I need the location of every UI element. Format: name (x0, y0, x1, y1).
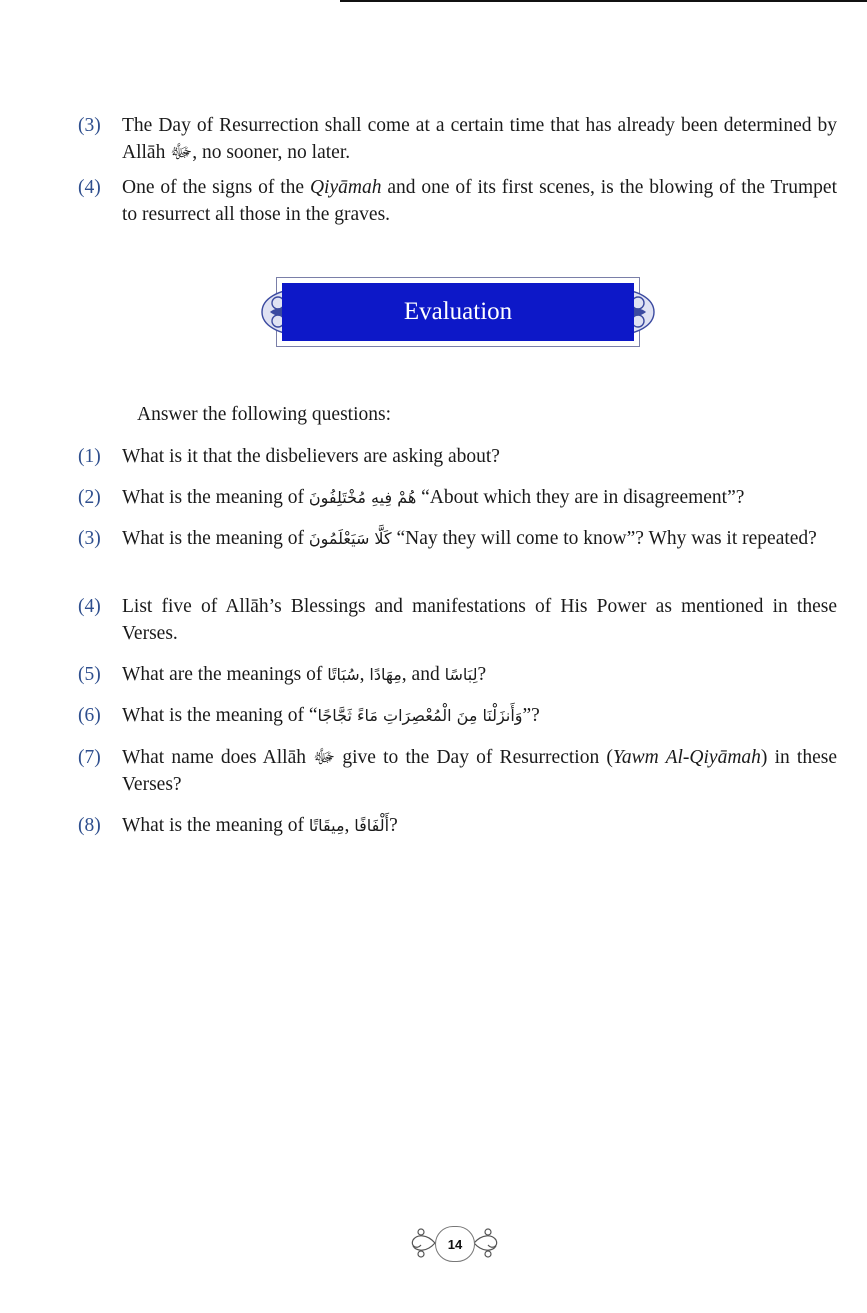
question-number: (4) (78, 596, 101, 617)
page-number: 14 (435, 1226, 475, 1262)
question-number: (3) (78, 528, 101, 549)
question-number: (5) (78, 664, 101, 685)
arabic-phrase: هُمْ فِيهِ مُخْتَلِفُونَ (308, 488, 417, 507)
question-6 (78, 702, 837, 729)
arabic-phrase: كَلَّا سَيَعْلَمُونَ (308, 529, 392, 548)
question-number: (2) (78, 487, 101, 508)
question-text: What name does Allāh ﷻ give to the Day of Resurrection (Yawm Al-Qiyāmah) in these Verses? (122, 747, 837, 795)
question-text: What is the meaning of كَلَّا سَيَعْلَمُونَ “Nay they will come to know”? Why was it repeated? (122, 528, 817, 549)
question-number: (8) (78, 815, 101, 836)
question-number: (1) (78, 446, 101, 467)
point-3 (78, 112, 837, 166)
arabic-phrase: وَأَنزَلْنَا مِنَ الْمُعْصِرَاتِ مَاءً ثَجَّاجًا (317, 706, 523, 725)
question-text: What is it that the disbelievers are asking about? (122, 446, 500, 467)
question-5 (78, 661, 837, 688)
question-number: (6) (78, 705, 101, 726)
question-1 (78, 443, 837, 470)
point-4 (78, 174, 837, 228)
banner-title: Evaluation (282, 283, 634, 341)
question-text: What are the meanings of سُبَاتًا, مِهَادًا, and لِبَاسًا? (122, 664, 487, 685)
question-text: List five of Allāh’s Blessings and manifestations of His Power as mentioned in these Verses. (122, 596, 837, 644)
point-text: The Day of Resurrection shall come at a certain time that has already been determined by Allāh ﷻ, no sooner, no later. (122, 115, 837, 163)
arabic-word: مِهَادًا (369, 665, 402, 684)
arabic-word: مِيقَاتًا (308, 816, 345, 835)
question-4 (78, 593, 837, 647)
page-footer (407, 1220, 502, 1266)
arabic-word: سُبَاتًا (327, 665, 360, 684)
point-number: (4) (78, 177, 101, 198)
point-number: (3) (78, 115, 101, 136)
point-text: One of the signs of the Qiyāmah and one of its first scenes, is the blowing of the Trumpet to resurrect all those in the graves. (122, 177, 837, 225)
question-8 (78, 812, 837, 839)
question-7 (78, 744, 837, 798)
evaluation-banner (258, 277, 658, 347)
arabic-word: لِبَاسًا (444, 665, 478, 684)
question-text: What is the meaning of هُمْ فِيهِ مُخْتَلِفُونَ “About which they are in disagreement”? (122, 487, 745, 508)
arabic-word: أَلْفَافًا (354, 816, 390, 835)
question-text: What is the meaning of مِيقَاتًا, أَلْفَافًا? (122, 815, 398, 836)
question-text: What is the meaning of “وَأَنزَلْنَا مِنَ الْمُعْصِرَاتِ مَاءً ثَجَّاجًا”? (122, 705, 540, 726)
top-rule (340, 0, 867, 2)
evaluation-intro: Answer the following questions: (137, 404, 392, 425)
question-3 (78, 525, 837, 552)
question-number: (7) (78, 747, 101, 768)
question-2 (78, 484, 837, 511)
